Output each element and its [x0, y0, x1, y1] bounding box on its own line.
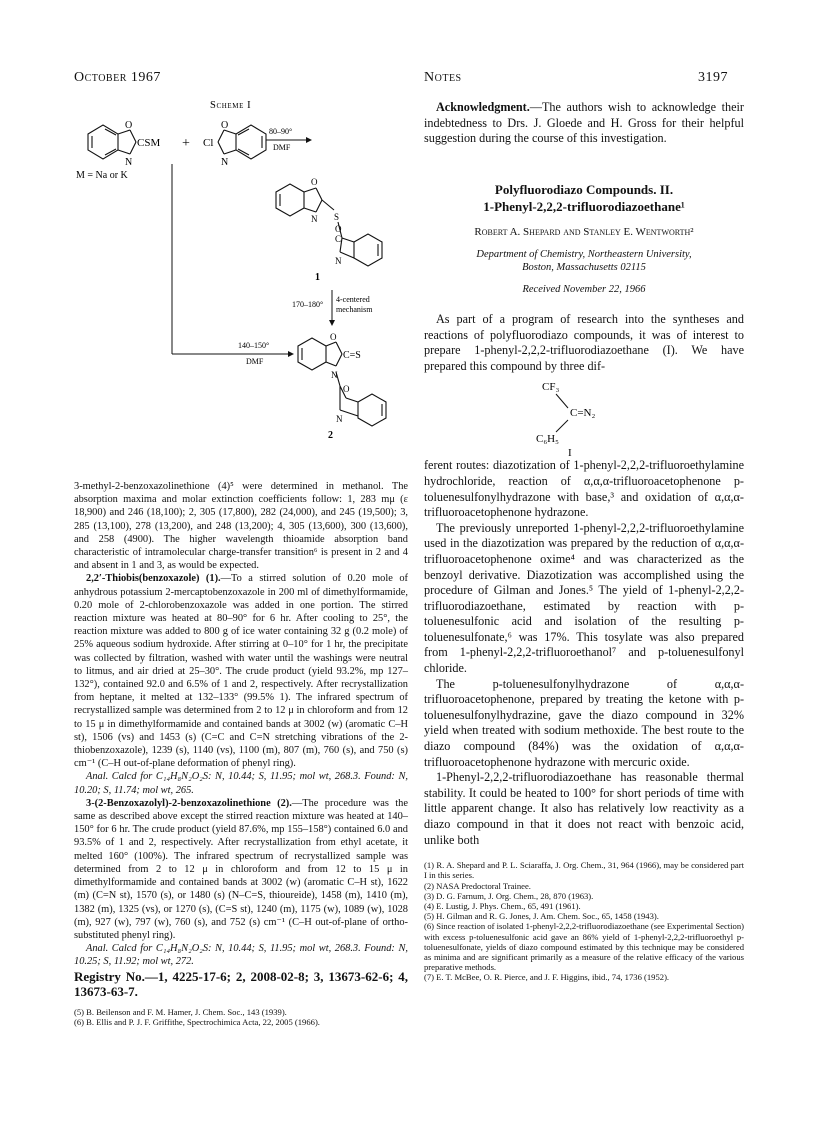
structure-cn2: C=N₂ — [570, 407, 596, 420]
condition-temp-3: 140–150° — [238, 341, 270, 350]
compound-2-structure — [298, 338, 386, 426]
registry-numbers: Registry No.—1, 4225-17-6; 2, 2008-02-8; 3, 13673-62-6; 4, 13673-63-7. — [74, 968, 408, 999]
compound-1-heading: 2,2′-Thiobis(benzoxazole) (1). — [86, 573, 221, 585]
chloro-label: Cl — [203, 137, 214, 149]
compound-2-label: 2 — [328, 430, 333, 441]
compound-1-structure — [276, 184, 382, 266]
analysis-2: Anal. Calcd for C₁₄H₈N₂O₂S: N, 10.44; S, 11.95; mol wt, 268.3. Found: N, 10.25; S, 11.92; mol wt, 272. — [74, 943, 408, 968]
right-column — [424, 100, 744, 983]
structure-I — [424, 374, 744, 458]
affiliation-2: Boston, Massachusetts 02115 — [522, 262, 646, 274]
footnote-5: (5) H. Gilman and R. G. Jones, J. Am. Chem. Soc., 65, 1458 (1943). — [424, 911, 659, 922]
footnote-2: (2) NASA Predoctoral Trainee. — [424, 880, 531, 891]
compound-1-text: —To a stirred solution of 0.20 mole of anhydrous potassium 2-mercaptobenzoxazole in 200 ml of dimethylformamide, 0.20 mole of 2-chlorobenzoxazole was added in one portion. The stirred reaction mixture was heated at 80–90° for 6 hr. After cooling to 25°, the reaction mixture was added to 800 g of ice water containing 32 g (0.2 mole) of 25% aqueous sodium hydroxide. After stirring at 0–10° for 1 hr, the precipitate was collected by filtration, washed with water until the washings were neutral to litmus, and air dried at 25–30°. The crude product (yield 93.2%, mp 127–132°), contained 92.0 and 6.5% of 1 and 2, respectively. After recrystallization from heptane, it melted at 132–133° (99.5% 1). The infrared spectrum of recrystallized sample was determined from 2 to 12 μ in chloroform and from 12 to 15 μ in dimethylformamide and contained bands at 3002 (w) (aromatic C–H st), 1506 (vs) and 1453 (s) (C=C and C=N stretching vibrations of the 2-thiobenzoxazole), 1239 (s), 1140 (vs), 1100 (m), 807 (m), 760 (s), and 750 (s) cm⁻¹ (C–H out-of-plane deformation of phenyl ring). — [74, 573, 408, 770]
analysis-1: Anal. Calcd for C₁₄H₈N₂O₂S: N, 10.44; S, 11.95; mol wt, 268.3. Found: N, 10.20; S, 11.74; mol wt, 265. — [74, 771, 408, 796]
atom-o-5: O — [330, 332, 337, 342]
footnote-3: (3) D. G. Farnum, J. Org. Chem., 28, 870 (1963). — [424, 890, 594, 901]
condition-solvent-1: DMF — [273, 143, 291, 152]
footnote-6: (6) Since reaction of isolated 1-phenyl-2,2,2-trifluorodiazoethane (see Experimental Section) with excess p-toluenesulfonic acid gave an 86% yield of 1-phenyl-2,2,2-trifluoroethyl p-toluenesulfonate, yields of diazo compound estimated by this technique may be considered as minima and are significant primarily as a measure of the relative efficacy of the various preparative methods. — [424, 921, 744, 973]
atom-o-6: O — [343, 384, 350, 394]
plus-sign: + — [182, 136, 190, 151]
condition-note-2b: mechanism — [336, 305, 373, 314]
footnote-4: (4) E. Lustig, J. Phys. Chem., 65, 491 (1961). — [424, 901, 581, 911]
footnote-1: (1) R. A. Shepard and P. L. Sciaraffa, J. Org. Chem., 31, 964 (1966), may be considered part I in this series. — [424, 860, 744, 881]
routes-paragraph: ferent routes: diazotization of 1-phenyl-2,2,2-trifluoroethylamine hydrochloride, reaction of α,α,α-trifluoroacetophenone p-toluenesulfonylhydrazone with base,³ and oxidation of α,α,α-trifluoroacetophenone hydrazone. — [424, 458, 744, 520]
atom-n-4: N — [335, 256, 342, 266]
compound-2-text: —The procedure was the same as described above except the stirred reaction mixture was heated at 140–150° for 6 hr. The crude product (yield 87.6%, mp 155–158°) contained 6.0 and 93.5% of 1 and 2, respectively. After recrystallization from ethyl acetate, it melted 160° (100%). The infrared spectrum of recrystallized sample was determined from 2 to 12 μ in chloroform and from 12 to 15 μ in dimethylformamide and contained bands at 3002 (w) (aromatic C–H st), 1622 (m) (C=N st), 1570 (s), or 1480 (s) (N–C=S, thioureide), 1458 (m), 1410 (m), 1382 (m), 1325 (vs), or 1270 (s), (C=S st), 1240 (m), 1175 (w), 1089 (w), 1028 (m), 927 (w), 797 (w), 760 (s), and 752 (s) cm⁻¹ (C–H out-of-plane of ortho-substituted phenyl ring). — [74, 797, 408, 941]
condition-solvent-3: DMF — [246, 357, 264, 366]
structure-c6h5: C₆H₅ — [536, 433, 559, 446]
amine-paragraph: The previously unreported 1-phenyl-2,2,2-trifluoroethylamine used in the diazotization was prepared by the reduction of α,α,α-trifluoroacetophenone oxime⁴ and was characterized as the benzoyl derivative. Diazotization was accomplished using the procedure of Gilman and Jones.⁵ The yield of 1-phenyl-2,2,2-trifluorodiazoethane, estimated by reaction with p-toluenesulfonic acid and isolation of the resulting p-toluenesulfonate,⁶ was 17%. This tosylate was also prepared from 1-phenyl-2,2,2-trifluoroethanol⁷ and p-toluenesulfonyl chloride. — [424, 520, 744, 676]
atom-o-3: O — [311, 177, 318, 187]
hydrazone-paragraph: The p-toluenesulfonylhydrazone of α,α,α-trifluoroacetophenone, prepared by treating the ketone with p-toluenesulfonylhydrazine, gave the diazo compound in 32% yield when treated with sodium methoxide. The best route to the diazo compound (84%) was the oxidation of α,α,α-trifluoroacetophenone hydrazone with mercuric oxide. — [424, 676, 744, 769]
atom-n-1: N — [125, 157, 133, 168]
affiliation-1: Department of Chemistry, Northeastern University, — [476, 249, 692, 261]
atom-o-1: O — [125, 120, 133, 131]
structure-cf3: CF₃ — [542, 381, 560, 394]
compound-2-heading: 3-(2-Benzoxazolyl)-2-benzoxazolinethione (2). — [86, 797, 292, 809]
left-column — [74, 480, 408, 1027]
acknowledgment-text: —The authors wish to acknowledge their indebtedness to Drs. J. Gloede and H. Gross for their helpful suggestion during the course of this investigation. — [424, 100, 744, 146]
atom-n-5: N — [331, 370, 338, 380]
scheme-title: Scheme I — [210, 100, 252, 111]
footnote-6-left: (6) B. Ellis and P. J. F. Griffithe, Spectrochimica Acta, 22, 2005 (1966). — [74, 1016, 320, 1027]
atom-o-4: O — [335, 224, 342, 234]
acknowledgment — [424, 100, 744, 147]
reagent-csm-label: CSM — [137, 137, 161, 149]
stability-paragraph: 1-Phenyl-2,2,2-trifluorodiazoethane has reasonable thermal stability. It could be heated to 100° for short periods of time with little apparent change. It also has relatively low reactivity as a diazo compound in that it does not react with benzoic acid, unlike both — [424, 770, 744, 847]
article-title-2: 1-Phenyl-2,2,2-trifluorodiazoethane¹ — [483, 198, 685, 214]
intro-paragraph: As part of a program of research into the syntheses and reactions of polyfluorodiazo compounds, it was of interest to prepare 1-phenyl-2,2,2-trifluorodiazoethane (I). We have prepared this compound by three dif- — [424, 311, 744, 373]
thione-label: C=S — [343, 350, 361, 361]
compound-2-procedure — [74, 797, 408, 942]
uv-paragraph: 3-methyl-2-benzoxazolinethione (4)⁵ were determined in methanol. The absorption maxima and molar extinction coefficients follow: 1, 283 mμ (ε 18,900) and 246 (18,100); 2, 305 (17,800), 282 (24,000), and 245 (19,500); 3, 285 (13,100), 278 (13,200), and 248 (13,200); 4, 305 (13,600), 300 (13,600), and 258 (4900). The higher wavelength thioamide absorption band characteristic of intramolecular charge-transfer transition⁶ is present in 2 and 4 and absent in 1 and 3, as would be expected. — [74, 481, 408, 572]
atom-s-1: S — [334, 212, 340, 222]
left-footnotes — [74, 1007, 408, 1027]
acknowledgment-heading: Acknowledgment. — [436, 100, 530, 114]
compound-1-label: 1 — [315, 272, 320, 283]
header-section: Notes — [424, 70, 462, 85]
reaction-scheme — [70, 92, 410, 472]
article-title-1: Polyfluorodiazo Compounds. II. — [494, 181, 674, 197]
structure-label: I — [568, 447, 572, 459]
condition-note-2a: 4-centered — [336, 295, 370, 304]
footnote-7: (7) E. T. McBee, O. R. Pierce, and J. F. Higgins, ibid., 74, 1736 (1952). — [424, 972, 670, 983]
right-footnotes — [424, 860, 744, 982]
condition-temp-1: 80–90° — [269, 127, 293, 136]
atom-n-6: N — [336, 414, 343, 424]
metal-label: M = Na or K — [76, 170, 128, 181]
atom-o-2: O — [221, 120, 229, 131]
received-date: Received November 22, 1966 — [522, 284, 646, 296]
atom-c-1: C — [335, 234, 342, 244]
header-date: October 1967 — [74, 70, 161, 85]
condition-temp-2: 170–180° — [292, 300, 324, 309]
atom-n-2: N — [221, 157, 229, 168]
footnote-5-left: (5) B. Beilenson and F. M. Hamer, J. Chem. Soc., 143 (1939). — [74, 1006, 287, 1017]
compound-1-procedure — [74, 572, 408, 770]
header-page-number: 3197 — [698, 70, 728, 85]
atom-n-3: N — [311, 214, 318, 224]
article-authors: Robert A. Shepard and Stanley E. Wentworth² — [474, 225, 694, 238]
